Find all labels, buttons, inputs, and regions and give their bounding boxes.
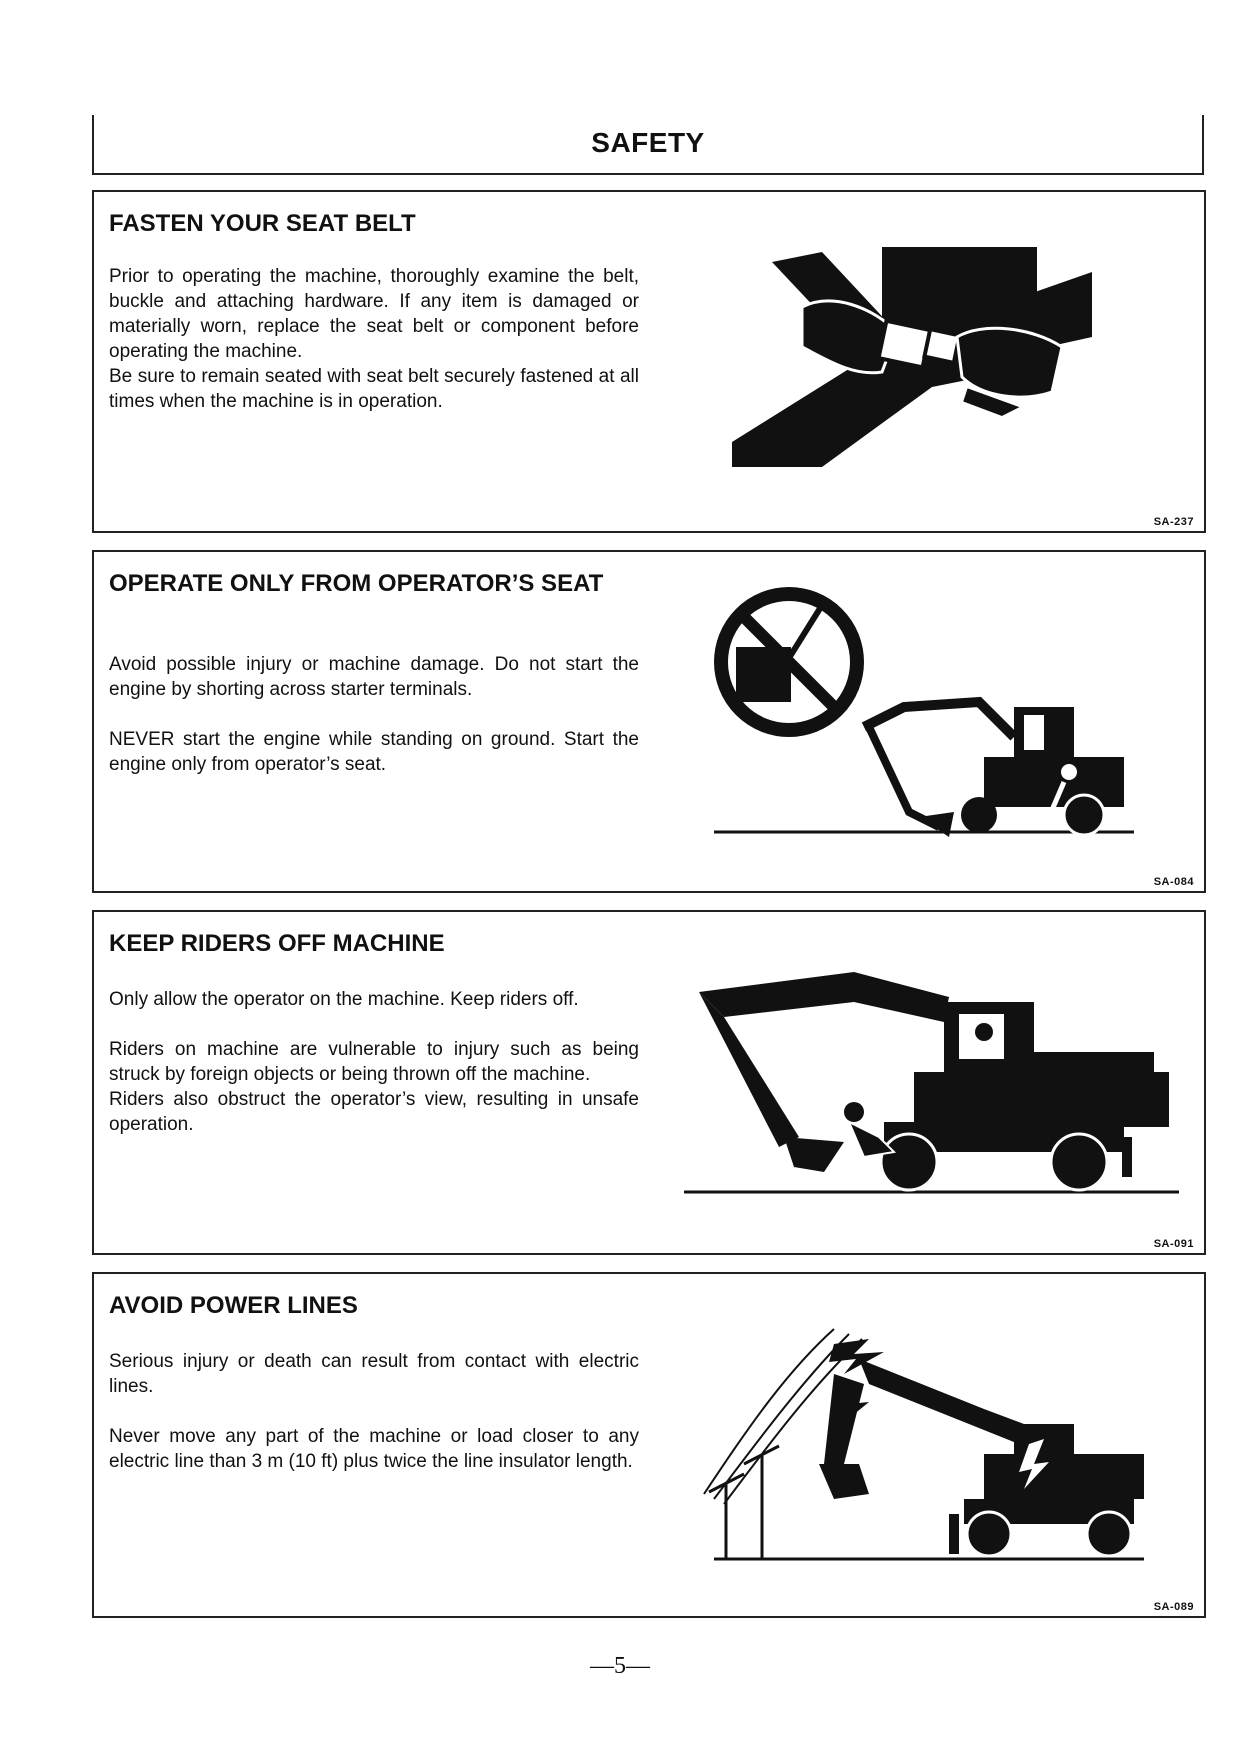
section-body [109, 987, 639, 1137]
section-title: OPERATE ONLY FROM OPERATOR’S SEAT [109, 570, 604, 597]
section-body [109, 652, 639, 802]
page-header [92, 115, 1204, 175]
paragraph: Prior to operating the machine, thoroughly examine the belt, buckle and attaching hardware. If any item is damaged or materially worn, replace the seat belt or component before operating the machine. [109, 266, 639, 362]
paragraph: Riders also obstruct the operator’s view, resulting in unsafe operation. [109, 1089, 639, 1135]
power-lines-illustration [684, 1314, 1184, 1564]
section-operators-seat [92, 550, 1206, 893]
paragraph: Serious injury or death can result from contact with electric lines. [109, 1351, 639, 1397]
section-seat-belt [92, 190, 1206, 533]
figure-code: SA-089 [1153, 1601, 1194, 1613]
paragraph: NEVER start the engine while standing on ground. Start the engine only from operator’s seat. [109, 729, 639, 775]
section-title: FASTEN YOUR SEAT BELT [109, 210, 416, 237]
seat-belt-illustration [732, 237, 1132, 467]
section-title: KEEP RIDERS OFF MACHINE [109, 930, 445, 957]
rider-excavator-illustration [684, 962, 1184, 1197]
section-body [109, 264, 639, 414]
paragraph: Never move any part of the machine or load closer to any electric line than 3 m (10 ft) plus twice the line insulator length. [109, 1426, 639, 1472]
paragraph: Avoid possible injury or machine damage. Do not start the engine by shorting across starter terminals. [109, 654, 639, 700]
section-title: AVOID POWER LINES [109, 1292, 358, 1319]
figure-code: SA-084 [1153, 876, 1194, 888]
section-body [109, 1349, 639, 1474]
paragraph: Only allow the operator on the machine. Keep riders off. [109, 989, 579, 1010]
page-title: SAFETY [591, 127, 705, 158]
figure-code: SA-091 [1153, 1238, 1194, 1250]
paragraph: Riders on machine are vulnerable to injury such as being struck by foreign objects or being thrown off the machine. [109, 1039, 639, 1085]
section-avoid-power-lines [92, 1272, 1206, 1618]
paragraph: Be sure to remain seated with seat belt securely fastened at all times when the machine is in operation. [109, 366, 639, 412]
figure-code: SA-237 [1153, 516, 1194, 528]
no-shorting-excavator-illustration [714, 587, 1144, 847]
page-number: —5— [590, 1653, 650, 1679]
section-keep-riders-off [92, 910, 1206, 1255]
